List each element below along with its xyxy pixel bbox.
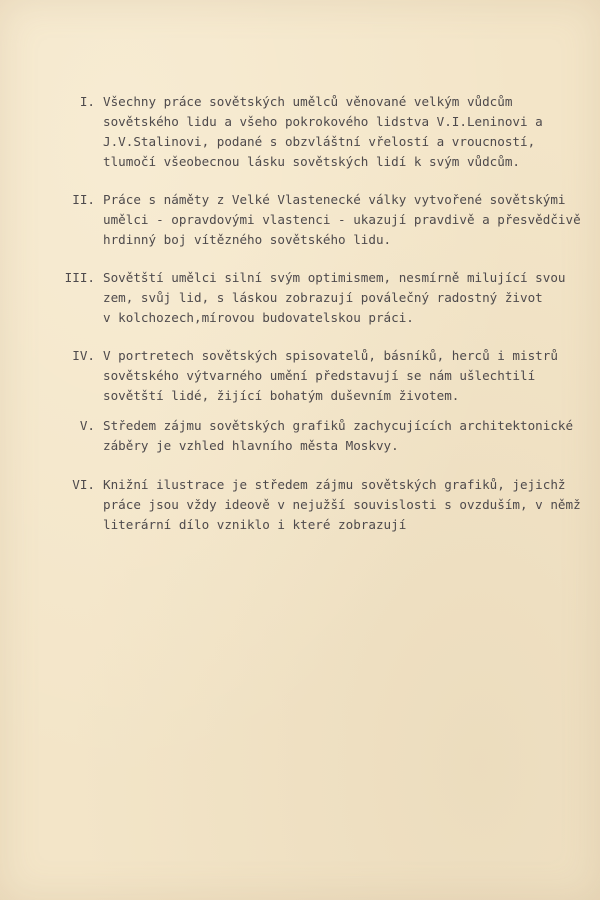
item-numeral: III.: [64, 270, 95, 285]
text-line: práce jsou vždy ideově v nejužší souvislosti s ovzduším, v němž: [103, 497, 581, 512]
text-line: zem, svůj lid, s láskou zobrazují poválečný radostný život: [103, 290, 543, 305]
text-line: umělci - opravdovými vlastenci - ukazují pravdivě a přesvědčivě: [103, 212, 581, 227]
text-line: sovětského výtvarného umění představují se nám ušlechtilí: [103, 368, 536, 383]
text-line: V portretech sovětských spisovatelů, básníků, herců i mistrů: [103, 348, 558, 363]
item-text: [103, 190, 581, 250]
item-text: [103, 346, 558, 406]
item-numeral: VI.: [72, 477, 95, 492]
item-numeral: V.: [79, 418, 95, 433]
item-text: [103, 268, 566, 328]
item-text: [103, 475, 581, 535]
item-numeral: II.: [72, 192, 95, 207]
text-line: J.V.Stalinovi, podané s obzvláštní vřelostí a vroucností,: [103, 134, 536, 149]
text-line: Knižní ilustrace je středem zájmu sovětských grafiků, jejichž: [103, 477, 566, 492]
text-line: Sovětští umělci silní svým optimismem, nesmírně milující svou: [103, 270, 566, 285]
text-line: literární dílo vzniklo i které zobrazují: [103, 517, 407, 532]
item-text: [103, 416, 573, 456]
item-numeral: IV.: [72, 348, 95, 363]
text-line: v kolchozech,mírovou budovatelskou práci.: [103, 310, 414, 325]
text-line: hrdinný boj vítězného sovětského lidu.: [103, 232, 392, 247]
text-line: sovětského lidu a všeho pokrokového lidstva V.I.Leninovi a: [103, 114, 543, 129]
text-line: sovětští lidé, žijící bohatým duševním životem.: [103, 388, 460, 403]
text-line: tlumočí všeobecnou lásku sovětských lidí k svým vůdcům.: [103, 154, 521, 169]
text-line: Práce s náměty z Velké Vlastenecké války vytvořené sovětskými: [103, 192, 566, 207]
item-numeral: I.: [79, 94, 95, 109]
text-line: Středem zájmu sovětských grafiků zachycujících architektonické: [103, 418, 574, 433]
item-text: [103, 92, 543, 172]
text-line: Všechny práce sovětských umělců věnované velkým vůdcům: [103, 94, 513, 109]
text-line: záběry je vzhled hlavního města Moskvy.: [103, 438, 399, 453]
